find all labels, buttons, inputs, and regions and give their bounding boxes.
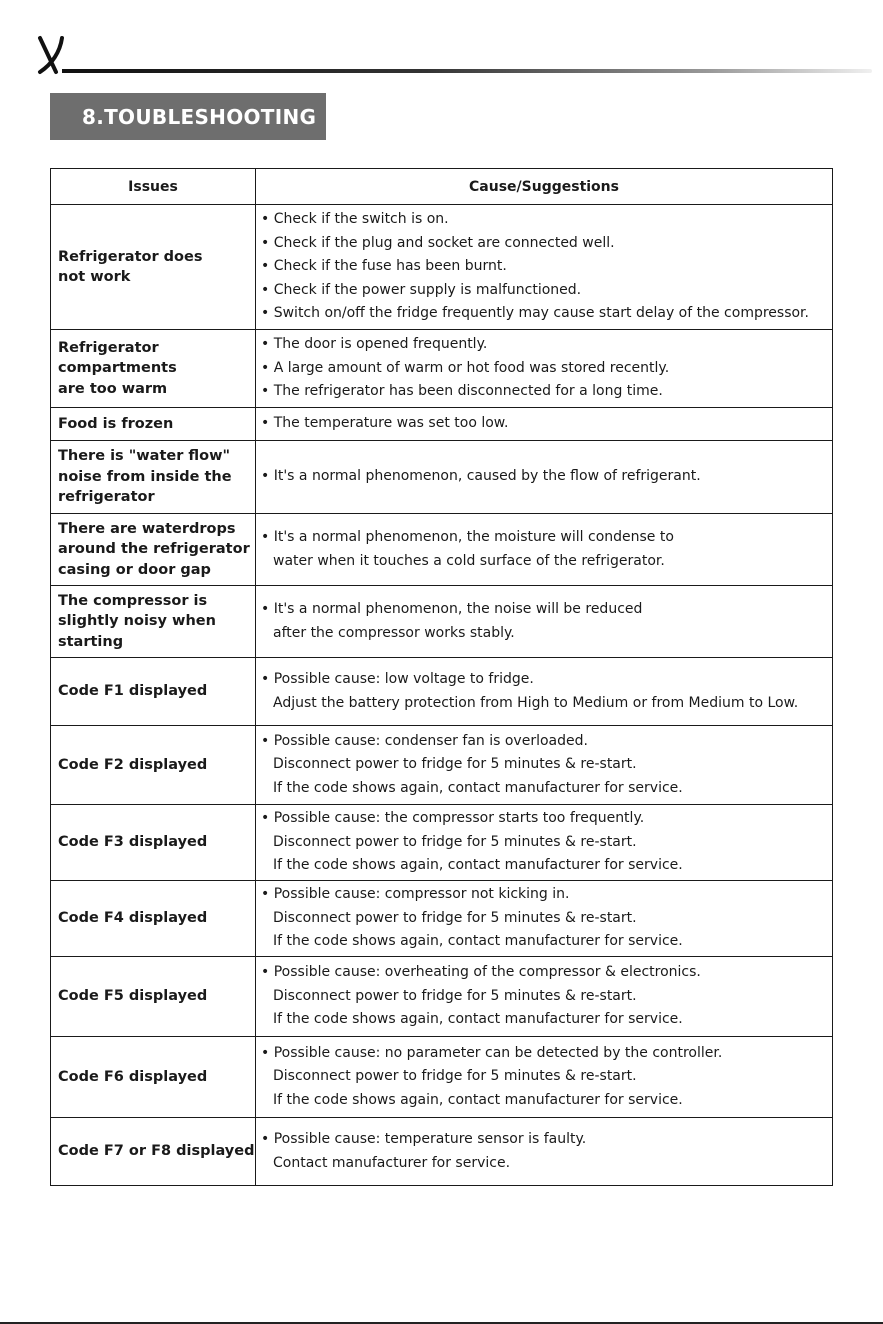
- issue-text: There are waterdrops: [58, 520, 236, 537]
- issue-text: Code F2 displayed: [58, 756, 208, 773]
- issue-cell: [51, 726, 256, 805]
- table-row: [51, 408, 833, 441]
- troubleshooting-table: [50, 168, 833, 1186]
- cause-line: • Possible cause: the compressor starts too frequently.: [261, 807, 826, 831]
- issue-text: Code F1 displayed: [58, 683, 208, 700]
- cause-line: • Check if the plug and socket are connected well.: [261, 232, 826, 256]
- issue-text: compartments: [58, 360, 177, 377]
- issue-text: Refrigerator: [58, 339, 159, 356]
- cause-line: • Possible cause: condenser fan is overloaded.: [261, 730, 826, 754]
- cause-cell: [256, 586, 833, 658]
- cause-line: If the code shows again, contact manufacturer for service.: [273, 1091, 683, 1108]
- cause-line: • Possible cause: low voltage to fridge.: [261, 668, 826, 692]
- table-header-row: [51, 169, 833, 205]
- issue-text: not work: [58, 269, 131, 285]
- table-row: [51, 1037, 833, 1118]
- issue-cell: [51, 408, 256, 441]
- cause-line: Disconnect power to fridge for 5 minutes & re-start.: [273, 833, 637, 850]
- issue-text: refrigerator: [58, 489, 155, 506]
- cause-line: • The refrigerator has been disconnected for a long time.: [261, 380, 826, 404]
- cause-line: • It's a normal phenomenon, the moisture will condense to: [261, 526, 826, 550]
- cause-line: • Possible cause: no parameter can be detected by the controller.: [261, 1042, 826, 1066]
- section-title: 8.TOUBLESHOOTING: [50, 93, 326, 140]
- table-row: [51, 881, 833, 957]
- header-divider: [62, 69, 872, 73]
- issue-cell: [51, 514, 256, 586]
- cause-line: If the code shows again, contact manufacturer for service.: [273, 1011, 683, 1028]
- cause-cell: [256, 957, 833, 1037]
- cause-cell: [256, 805, 833, 881]
- issue-cell: [51, 1118, 256, 1186]
- cause-line: • Check if the fuse has been burnt.: [261, 255, 826, 279]
- issue-cell: [51, 330, 256, 408]
- issue-cell: [51, 1037, 256, 1118]
- issue-cell: [51, 205, 256, 330]
- cause-cell: [256, 881, 833, 957]
- cause-line: • Check if the switch is on.: [261, 208, 826, 232]
- issue-text: Code F4 displayed: [58, 910, 208, 927]
- cause-line: If the code shows again, contact manufacturer for service.: [273, 857, 683, 874]
- issue-text: are too warm: [58, 380, 168, 397]
- table-row: [51, 805, 833, 881]
- issue-text: casing or door gap: [58, 561, 211, 578]
- cause-cell: [256, 205, 833, 330]
- issue-text: Code F5 displayed: [58, 988, 208, 1005]
- cause-line: • Possible cause: temperature sensor is faulty.: [261, 1128, 826, 1152]
- cause-cell: [256, 658, 833, 726]
- table-row: [51, 1118, 833, 1186]
- cause-line: Disconnect power to fridge for 5 minutes & re-start.: [273, 987, 637, 1004]
- issue-text: There is "water flow": [58, 448, 231, 465]
- issue-text: starting: [58, 633, 124, 650]
- cause-line: • Switch on/off the fridge frequently may cause start delay of the compressor.: [261, 302, 826, 326]
- cause-cell: [256, 408, 833, 441]
- cause-line: • Possible cause: overheating of the compressor & electronics.: [261, 961, 826, 985]
- issue-cell: [51, 957, 256, 1037]
- cause-line: Disconnect power to fridge for 5 minutes & re-start.: [273, 909, 637, 926]
- issue-text: Refrigerator does: [58, 248, 203, 265]
- table-row: [51, 330, 833, 408]
- cause-line: Disconnect power to fridge for 5 minutes & re-start.: [273, 1068, 637, 1085]
- issue-cell: [51, 881, 256, 957]
- issue-text: noise from inside the: [58, 468, 232, 485]
- cause-cell: [256, 726, 833, 805]
- cause-cell: [256, 1118, 833, 1186]
- cause-line: • The temperature was set too low.: [261, 412, 826, 436]
- cause-line: Disconnect power to fridge for 5 minutes & re-start.: [273, 756, 637, 773]
- table-row: [51, 205, 833, 330]
- cause-line: • It's a normal phenomenon, caused by the flow of refrigerant.: [261, 465, 826, 489]
- table-row: [51, 514, 833, 586]
- table-row: [51, 658, 833, 726]
- cause-cell: [256, 1037, 833, 1118]
- issue-text: Food is frozen: [58, 415, 174, 432]
- cause-line: • The door is opened frequently.: [261, 333, 826, 357]
- table-row: [51, 586, 833, 658]
- issue-cell: [51, 441, 256, 514]
- issue-cell: [51, 586, 256, 658]
- cause-line: after the compressor works stably.: [273, 624, 515, 641]
- cause-line: If the code shows again, contact manufacturer for service.: [273, 933, 683, 950]
- table-row: [51, 957, 833, 1037]
- table-row: [51, 441, 833, 514]
- cause-line: If the code shows again, contact manufacturer for service.: [273, 779, 683, 796]
- cause-cell: [256, 514, 833, 586]
- cause-line: • Possible cause: compressor not kicking in.: [261, 883, 826, 907]
- cause-line: water when it touches a cold surface of the refrigerator.: [273, 552, 665, 569]
- table-row: [51, 726, 833, 805]
- cause-cell: [256, 441, 833, 514]
- issue-cell: [51, 658, 256, 726]
- issue-text: slightly noisy when: [58, 613, 216, 630]
- issue-text: around the refrigerator: [58, 541, 250, 558]
- issue-text: The compressor is: [58, 592, 208, 609]
- column-header-issues: Issues: [51, 169, 256, 205]
- cause-line: • Check if the power supply is malfunctioned.: [261, 279, 826, 303]
- cause-line: • It's a normal phenomenon, the noise will be reduced: [261, 598, 826, 622]
- issue-text: Code F6 displayed: [58, 1068, 208, 1085]
- issue-text: Code F3 displayed: [58, 834, 208, 851]
- issue-text: Code F7 or F8 displayed: [58, 1143, 255, 1160]
- cause-line: Adjust the battery protection from High to Medium or from Medium to Low.: [273, 694, 799, 711]
- issue-cell: [51, 805, 256, 881]
- column-header-cause: Cause/Suggestions: [256, 169, 833, 205]
- cause-cell: [256, 330, 833, 408]
- cause-line: Contact manufacturer for service.: [273, 1154, 511, 1171]
- cause-line: • A large amount of warm or hot food was stored recently.: [261, 357, 826, 381]
